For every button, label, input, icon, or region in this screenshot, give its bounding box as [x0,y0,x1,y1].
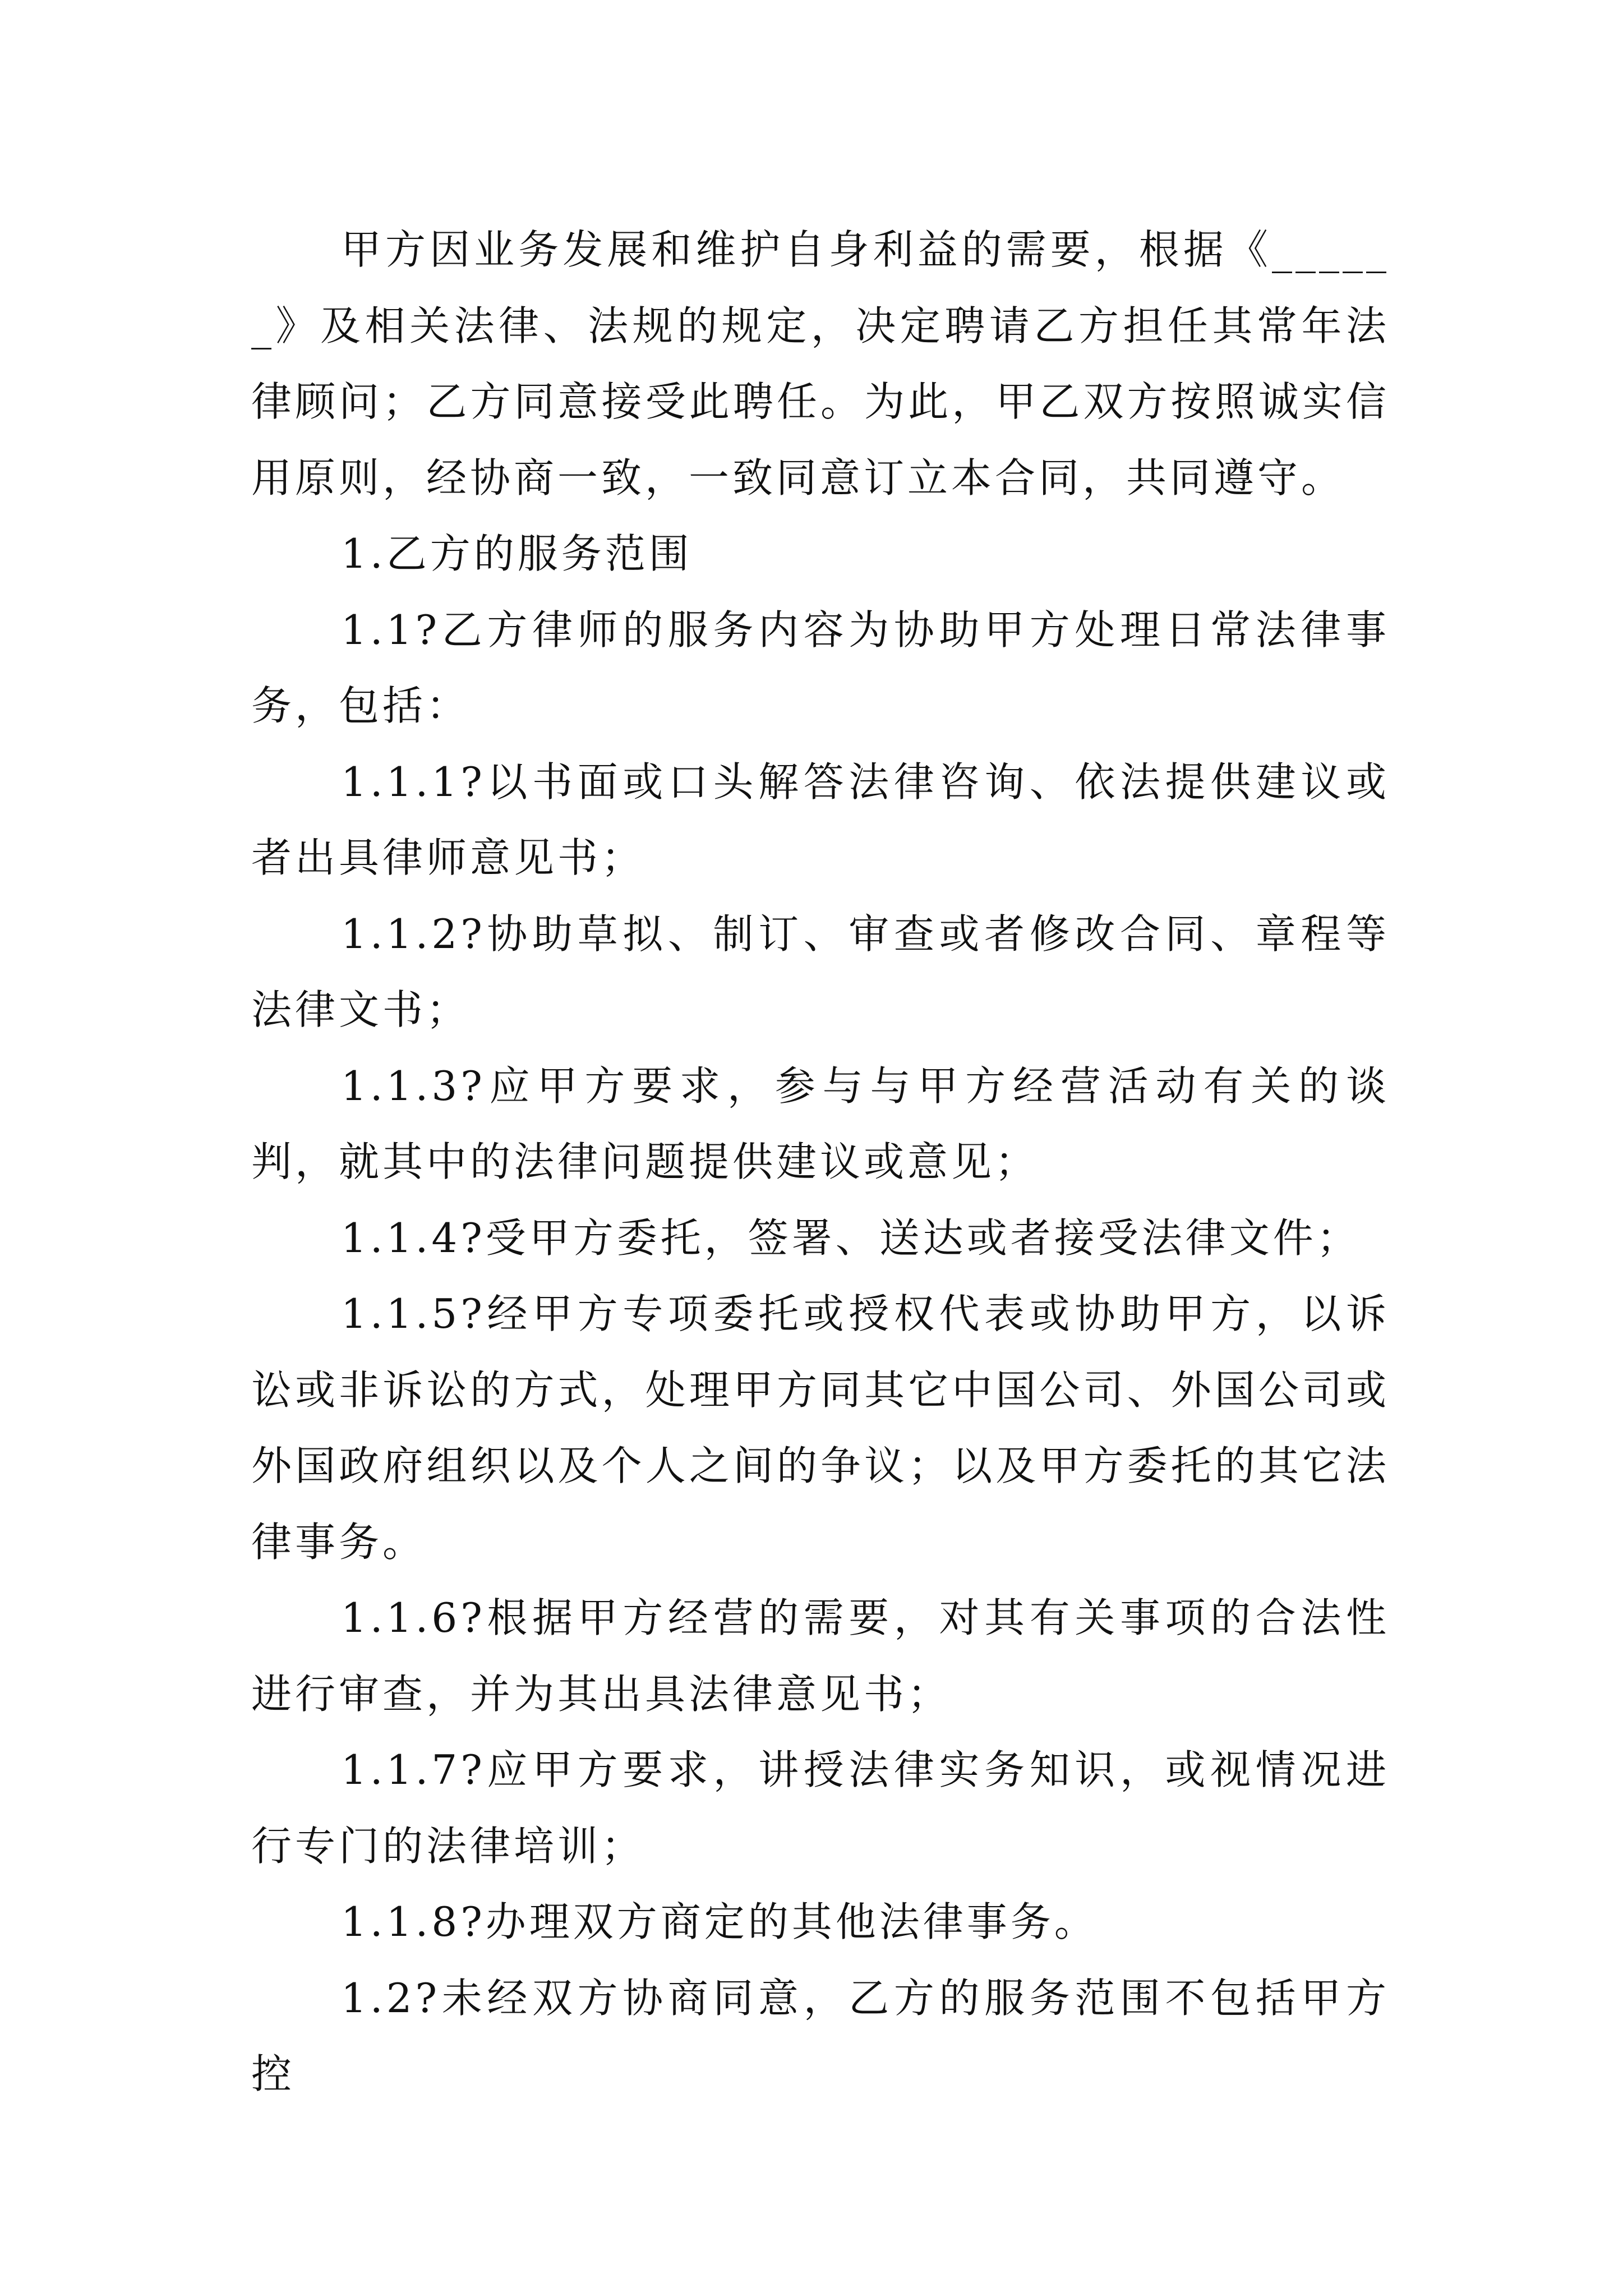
clause-1-2: 1.2?未经双方协商同意，乙方的服务范围不包括甲方控 [251,1974,1390,2097]
section-heading-service-scope: 1.乙方的服务范围 [341,530,693,577]
clause-1-1-5: 1.1.5?经甲方专项委托或授权代表或协助甲方，以诉讼或非诉讼的方式，处理甲方同其它中国公司、外国公司或外国政府组织以及个人之间的争议；以及甲方委托的其它法律事务。 [251,1290,1390,1566]
clause-1-1-8: 1.1.8?办理双方商定的其他法律事务。 [341,1898,1098,1945]
paragraph-preamble: 甲方因业务发展和维护自身利益的需要，根据《______》及相关法律、法规的规定，决定聘请乙方担任其常年法律顾问；乙方同意接受此聘任。为此，甲乙双方按照诚实信用原则，经协商一致，一致同意订立本合同，共同遵守。 [251,226,1390,501]
clause-1-1-1: 1.1.1?以书面或口头解答法律咨询、依法提供建议或者出具律师意见书； [251,758,1390,881]
document-body [251,212,1390,2113]
clause-1-1-4: 1.1.4?受甲方委托，签署、送达或者接受法律文件； [341,1214,1361,1262]
clause-1-1-3: 1.1.3?应甲方要求，参与与甲方经营活动有关的谈判，就其中的法律问题提供建议或意见； [251,1062,1390,1185]
clause-1-1: 1.1?乙方律师的服务内容为协助甲方处理日常法律事务，包括： [251,606,1390,729]
clause-1-1-6: 1.1.6?根据甲方经营的需要，对其有关事项的合法性进行审查，并为其出具法律意见书； [251,1594,1390,1718]
clause-1-1-7: 1.1.7?应甲方要求，讲授法律实务知识，或视情况进行专门的法律培训； [251,1746,1390,1870]
clause-1-1-2: 1.1.2?协助草拟、制订、审查或者修改合同、章程等法律文书； [251,910,1390,1033]
